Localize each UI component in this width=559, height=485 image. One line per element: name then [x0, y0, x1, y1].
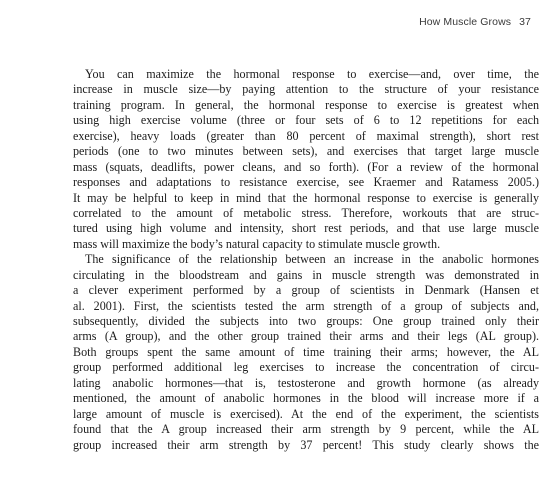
text-line: using high exercise volume (three or four sets of 6 to 12 repetitions for each [73, 113, 539, 128]
text-line: responses and adaptations to resistance exercise, see Kraemer and Ratamess 2005.) [73, 175, 539, 190]
paragraph-hormonal-response [73, 67, 539, 252]
text-line: correlated to the amount of metabolic stress. Therefore, workouts that are struc- [73, 205, 539, 220]
text-line: group increased their arm strength by 37 percent! This study clearly shows the [73, 437, 539, 452]
text-line: group performed additional leg exercises to increase the concentration of circu- [73, 360, 539, 375]
text-line: training program. In general, the hormonal response to exercise is greatest when [73, 97, 539, 112]
text-line: exercise), heavy loads (greater than 80 percent of maximal strength), short rest [73, 128, 539, 143]
text-line: a clever experiment performed by a group of scientists in Denmark (Hansen et [73, 283, 539, 298]
text-line: tured using high volume and intensity, short rest periods, and that use large muscle [73, 221, 539, 236]
paragraph-denmark-experiment [73, 252, 539, 453]
text-line: found that the A group increased their arm strength by 9 percent, while the AL [73, 422, 539, 437]
text-line: It may be helpful to keep in mind that the hormonal response to exercise is generally [73, 190, 539, 205]
text-line: You can maximize the hormonal response to exercise—and, over time, the [85, 67, 539, 81]
text-line: Both groups spent the same amount of time training their arms; however, the AL [73, 344, 539, 359]
text-line: mass will maximize the body’s natural capacity to stimulate muscle growth. [73, 236, 441, 251]
body-text [73, 67, 539, 453]
text-line: mass (squats, deadlifts, power cleans, and so forth). (For a review of the hormonal [73, 159, 539, 174]
text-line: lating anabolic hormones—that is, testosterone and growth hormone (as already [73, 375, 539, 390]
text-line: large amount of muscle is exercised). At the end of the experiment, the scientists [73, 406, 539, 421]
text-line: arms (A group), and the other group trained their arms and their legs (AL group). [73, 329, 539, 344]
running-head-title: How Muscle Grows [419, 16, 512, 28]
text-line: subsequently, divided the subjects into two groups: One group trained only their [73, 314, 539, 328]
text-line: al. 2001). First, the scientists tested the arm strength of a group of subjects and, [73, 298, 539, 313]
text-line: mentioned, the amount of anabolic hormones in the blood will increase more if a [73, 391, 539, 406]
running-head [419, 16, 531, 28]
text-line: periods (one to two minutes between sets), and exercises that target large muscle [73, 144, 539, 159]
text-line: circulating in the bloodstream and gains in muscle strength was demonstrated in [73, 267, 539, 282]
text-line: increase in muscle size—by paying attention to the structure of your resistance [73, 82, 539, 97]
page-number: 37 [519, 16, 531, 28]
text-line: The significance of the relationship between an increase in the anabolic hormones [85, 252, 539, 267]
